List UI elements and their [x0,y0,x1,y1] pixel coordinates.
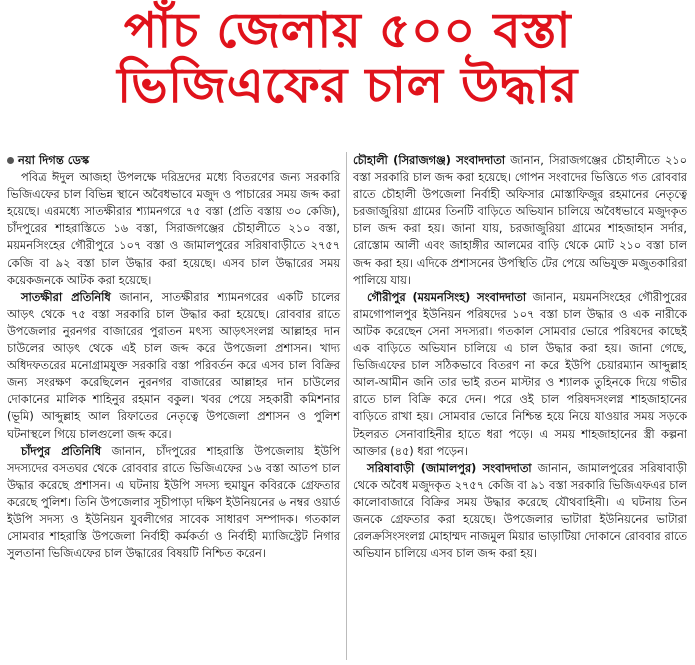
right-paragraph-2-text: জানান, ময়মনসিংহের গৌরীপুরের রামগোপালপুর ইউনিয়ন পরিষদের ১০৭ বস্তা চাল উদ্ধার ও এক নারীকে আটক করেছেন সেনা সদস্যরা। গতকাল সোমবার ভোরে পরিষদের কাছেই এক বাড়িতে অভিযান চালিয়ে এ চাল উদ্ধার করা হয়। জানা গেছে, ভিজিএফের চাল সঠিকভাবে বিতরণ না করে ইউপি চেয়ারম্যান আব্দুল্লাহ আল-আমীন জনি তার ভাই রতন মাস্টার ও শ্যালক তুহিনকে দিয়ে গভীর রাতে চাল বিক্রি করে দেন। পরে ওই চাল পরিষদসংলগ্ন শাহজাহানের বাড়িতে রাখা হয়। সোমবার ভোরে নিশ্চিন্ত হয়ে নিয়ে যাওয়ার সময় সড়কে টহলরত সেনাবাহিনীর হাতে ধরা পড়ে। এ সময় শাহজাহানের স্ত্রী কল্পনা আক্তার (৪৫) ধরা পড়েন। [353,290,687,458]
left-paragraph-3-text: জানান, চাঁদপুরের শাহরাস্তি উপজেলায় ইউপি সদস্যদের বসতঘর থেকে রোববার রাতে ভিজিএফের ১৬ বস্তা আতপ চাল উদ্ধার করেছে প্রশাসন। এ ঘটনায় ইউপি সদস্য হুমায়ুন কবিরকে গ্রেফতার করেছে পুলিশ। তিনি উপজেলার সূচীপাড়া দক্ষিণ ইউনিয়নের ৬ নম্বর ওয়ার্ড ইউপি সদস্য ও ইউনিয়ন যুবলীগের সাবেক সাধারণ সম্পাদক। গতকাল সোমবার শাহরাস্তি উপজেলা নির্বাহী কর্মকর্তা ও নির্বাহী ম্যাজিস্ট্রেট নিগার সুলতানা ভিজিএফের চাল উদ্ধারের বিষয়টি নিশ্চিত করেন। [7,444,340,561]
article-body [7,152,688,660]
right-paragraph-2 [353,289,687,460]
byline-desk: নয়া দিগন্ত ডেস্ক [18,153,90,167]
headline-line-2: ভিজিএফের চাল উদ্ধার [117,56,578,114]
left-paragraph-3-lead: চাঁদপুর প্রতিনিধি [21,444,101,458]
right-paragraph-3 [353,460,687,563]
headline [0,4,695,114]
right-paragraph-1-lead: চৌহালী (সিরাজগঞ্জ) সংবাদদাতা [353,154,506,167]
left-column [7,152,347,660]
byline [7,152,340,169]
left-paragraph-2-lead: সাতক্ষীরা প্রতিনিধি [21,290,111,304]
left-paragraph-1: পবিত্র ঈদুল আজহা উপলক্ষে দরিদ্রদের মধ্যে বিতরণের জন্য সরকারি ভিজিএফের চাল বিভিন্ন স্থানে অবৈধভাবে মজুদ ও পাচারের সময় জব্দ করা হয়েছে। এরমধ্যে সাতক্ষীরার শ্যামনগরে ৭৫ বস্তা (প্রতি বস্তায় ৩০ কেজি), চাঁদপুরের শাহরাস্তিতে ১৬ বস্তা, সিরাজগঞ্জের চৌহালীতে ২১০ বস্তা, ময়মনসিংহের গৌরীপুরে ১০৭ বস্তা ও জামালপুরের সরিষাবাড়ীতে ২৭৫৭ কেজি বা ৯২ বস্তা চাল উদ্ধার করা হয়েছে। এসব চাল উদ্ধারের সময় কয়েকজনকে আটক করা হয়েছে। [7,171,340,287]
right-paragraph-3-text: জানান, জামালপুরের সরিষাবাড়ী থেকে অবৈধ মজুদকৃত ২৭৫৭ কেজি বা ৯১ বস্তা সরকারি ভিজিএফএর চাল কালোবাজারে বিক্রির সময় উদ্ধার করেছে যৌথবাহিনী। এ ঘটনায় তিন জনকে গ্রেফতার করা হয়েছে। উপজেলার ভাটারা ইউনিয়নের ভাটারা রেলক্রসিংসংলগ্ন মোহাম্মদ নাজমুল মিয়ার ভাড়াটিয়া দোকানে রোববার রাতে অভিযান চালিয়ে এসব চাল জব্দ করা হয়। [353,461,687,561]
headline-line-1: পাঁচ জেলায় ৫০০ বস্তা [123,2,572,59]
right-paragraph-1 [353,152,687,289]
right-paragraph-3-lead: সরিষাবাড়ী (জামালপুর) সংবাদদাতা [367,461,532,475]
right-column [347,152,687,660]
right-paragraph-2-lead: গৌরীপুর (ময়মনসিংহ) সংবাদদাতা [367,290,526,304]
left-paragraph-2 [7,289,340,443]
right-paragraph-1-text: জানান, সিরাজগঞ্জের চৌহালীতে ২১০ বস্তা সরকারি চাল জব্দ করা হয়েছে। গোপন সংবাদের ভিত্তিতে গত রোববার রাতে চৌহালী উপজেলা নির্বাহী অফিসার মোস্তাফিজুর রহমানের নেতৃত্বে চরজাজুরিয়া গ্রামের তিনটি বাড়িতে অভিযান চালিয়ে অবৈধভাবে মজুদকৃত চাল জব্দ করা হয়। জানা যায়, চরজাজুরিয়া গ্রামের শাহজাহান সর্দার, রোস্তোম আলী এবং জাহাঙ্গীর আলমের বাড়ি থেকে মোট ২১০ বস্তা চাল জব্দ করা হয়। এদিকে প্রশাসনের উপস্থিতি টের পেয়ে অভিযুক্ত মজুতকারিরা পালিয়ে যায়। [353,154,687,287]
left-paragraph-2-text: জানান, সাতক্ষীরার শ্যামনগরের একটি চালের আড়ৎ থেকে ৭৫ বস্তা সরকারি চাল উদ্ধার করা হয়েছে। রোববার রাতে উপজেলার নুরনগর বাজারের পুরাতন মৎস্য আড়ৎসংলগ্ন আল্লাহর দান চাউলের আড়ৎ থেকে এই চাল জব্দ করে উপজেলা প্রশাসন। খাদ্য অধিদফতরের মনোগ্রামযুক্ত সরকারি বস্তা পরিবর্তন করে এসব চাল বিক্রির জন্য সংরক্ষণ করেছিলেন নুরনগর বাজারের আল্লাহর দান চাউলের দোকানের মালিক শাহিনুর রহমান বকুল। খবর পেয়ে সহকারী কমিশনার (ভূমি) আব্দুল্লাহ আল রিফাতের নেতৃত্বে উপজেলা প্রশাসন ও পুলিশ ঘটনাস্থলে গিয়ে চালগুলো জব্দ করে। [7,290,341,441]
left-paragraph-3 [7,443,340,563]
bullet-icon [7,157,14,164]
